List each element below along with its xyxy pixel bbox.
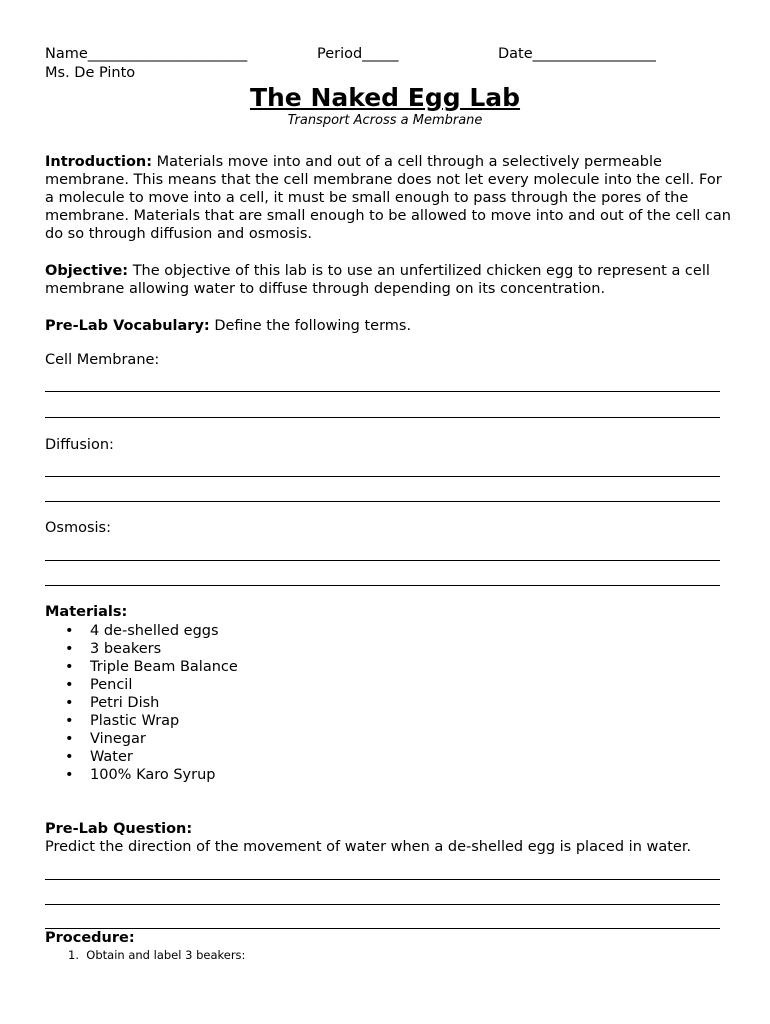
list-item: • Plastic Wrap <box>45 712 238 730</box>
objective-heading: Objective: <box>45 263 129 279</box>
materials-heading: Materials: <box>45 604 128 620</box>
period-field-label: Period_____ <box>317 46 399 62</box>
answer-line[interactable] <box>45 585 720 586</box>
answer-line[interactable] <box>45 476 720 477</box>
objective-text: The objective of this lab is to use an unfertilized chicken egg to represent a cell membrane allowing water to diffuse through depending on its concentration. <box>45 263 710 297</box>
prelab-vocab-paragraph <box>45 317 735 335</box>
vocab-term-osmosis: Osmosis: <box>45 520 111 536</box>
prelab-vocab-heading: Pre-Lab Vocabulary: <box>45 318 210 334</box>
introduction-text: Materials move into and out of a cell through a selectively permeable membrane. This means that the cell membrane does not let every molecule into the cell. For a molecule to move into a cell, it must be small enough to pass through the pores of the membrane. Materials that are small enough to be allowed to move into and out of the cell can do so through diffusion and osmosis. <box>45 154 731 242</box>
teacher-name: Ms. De Pinto <box>45 65 136 81</box>
list-item: • Water <box>45 748 238 766</box>
answer-line[interactable] <box>45 879 720 880</box>
list-item: • 4 de-shelled eggs <box>45 622 238 640</box>
vocab-term-diffusion: Diffusion: <box>45 437 114 453</box>
answer-line[interactable] <box>45 501 720 502</box>
answer-line[interactable] <box>45 560 720 561</box>
list-item: • 100% Karo Syrup <box>45 766 238 784</box>
list-item: • Petri Dish <box>45 694 238 712</box>
answer-line[interactable] <box>45 417 720 418</box>
prelab-vocab-text: Define the following terms. <box>214 318 412 334</box>
answer-line[interactable] <box>45 904 720 905</box>
procedure-heading: Procedure: <box>45 930 135 946</box>
procedure-step: 1. Obtain and label 3 beakers: <box>68 948 246 962</box>
prelab-question-text: Predict the direction of the movement of water when a de-shelled egg is placed in water. <box>45 839 692 855</box>
name-blank[interactable]: ______________________ <box>87 46 248 62</box>
date-blank[interactable]: _________________ <box>532 46 656 62</box>
introduction-heading: Introduction: <box>45 154 153 170</box>
date-field-label: Date_________________ <box>498 46 656 62</box>
answer-line[interactable] <box>45 391 720 392</box>
list-item: • Vinegar <box>45 730 238 748</box>
list-item: • Pencil <box>45 676 238 694</box>
introduction-paragraph <box>45 153 735 243</box>
name-field-label: Name______________________ <box>45 46 248 62</box>
vocab-term-cell-membrane: Cell Membrane: <box>45 352 160 368</box>
materials-list <box>45 622 238 784</box>
period-blank[interactable]: _____ <box>362 46 399 62</box>
page-subtitle: Transport Across a Membrane <box>287 113 483 128</box>
list-item: • 3 beakers <box>45 640 238 658</box>
prelab-question-heading: Pre-Lab Question: <box>45 821 193 837</box>
list-item: • Triple Beam Balance <box>45 658 238 676</box>
answer-line[interactable] <box>45 928 720 929</box>
objective-paragraph <box>45 262 735 298</box>
page-title: The Naked Egg Lab <box>249 83 521 112</box>
